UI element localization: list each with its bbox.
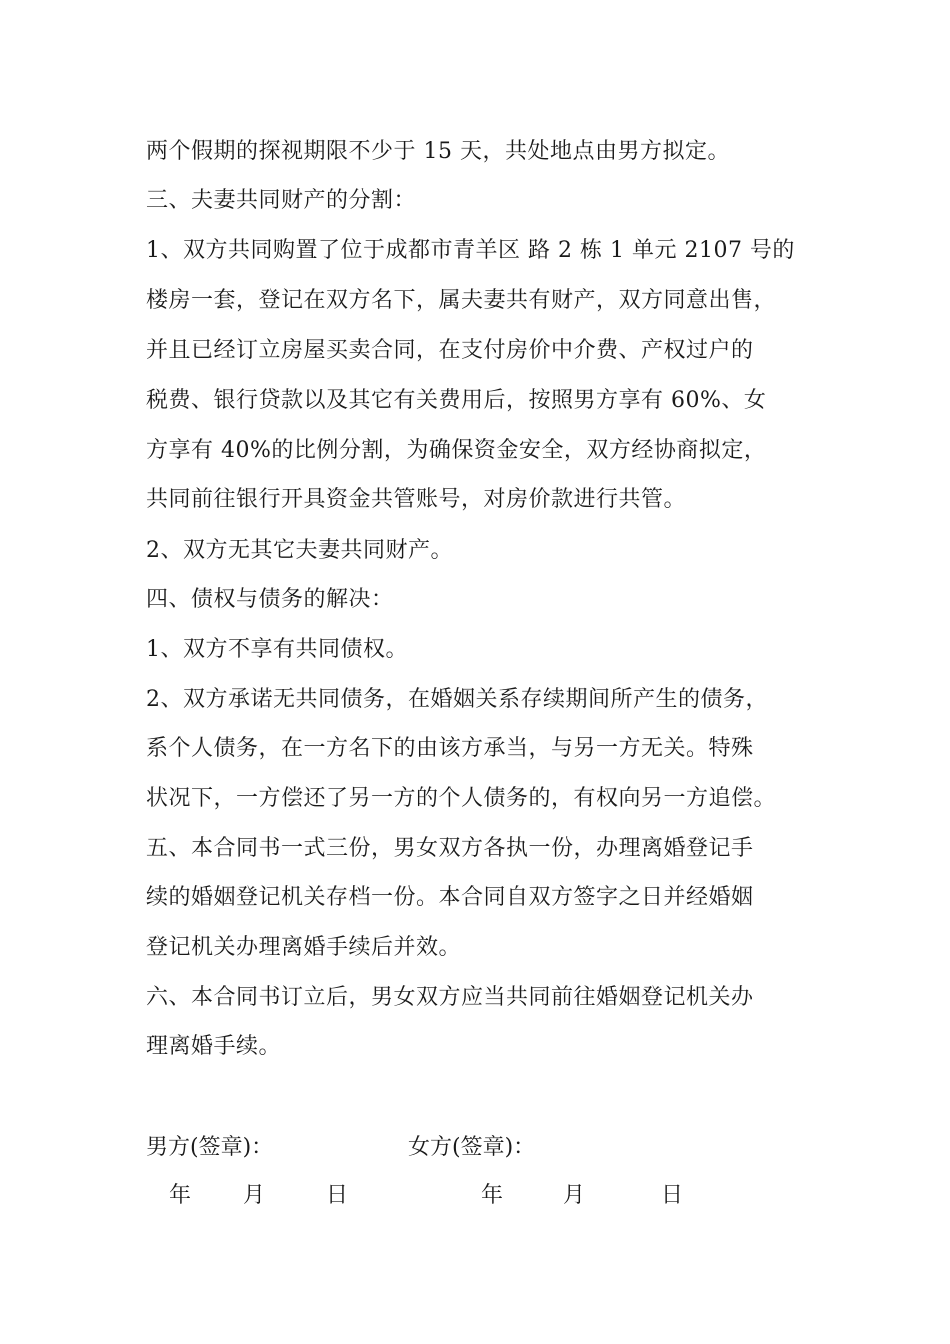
text-line: 1、双方不享有共同债权。: [146, 637, 408, 662]
male-date-day: 日: [326, 1183, 349, 1208]
text-line: 共同前往银行开具资金共管账号，对房价款进行共管。: [146, 487, 687, 512]
text-line: 2、双方无其它夫妻共同财产。: [146, 538, 453, 563]
text-line: 1、双方共同购置了位于成都市青羊区 路 2 栋 1 单元 2107 号的: [146, 238, 795, 263]
text-line: 状况下，一方偿还了另一方的个人债务的，有权向另一方追偿。: [146, 786, 777, 811]
female-date-day: 日: [661, 1183, 684, 1208]
text-line: 理离婚手续。: [146, 1034, 282, 1059]
text-line: 系个人债务，在一方名下的由该方承当，与另一方无关。特殊: [146, 736, 754, 761]
section-heading: 四、债权与债务的解决：: [146, 587, 394, 612]
male-signature-label: 男方(签章)：: [146, 1135, 274, 1160]
female-signature-label: 女方(签章)：: [408, 1135, 536, 1160]
text-line: 并且已经订立房屋买卖合同，在支付房价中介费、产权过户的: [146, 338, 754, 363]
text-line: 楼房一套，登记在双方名下，属夫妻共有财产，双方同意出售，: [146, 288, 777, 313]
text-line: 六、本合同书订立后，男女双方应当共同前往婚姻登记机关办: [146, 985, 754, 1010]
text-line: 方享有 40%的比例分割，为确保资金安全，双方经协商拟定，: [146, 438, 767, 463]
female-date-year: 年: [481, 1183, 504, 1208]
text-line: 五、本合同书一式三份，男女双方各执一份，办理离婚登记手: [146, 836, 754, 861]
text-line: 税费、银行贷款以及其它有关费用后，按照男方享有 60%、女: [146, 388, 767, 413]
male-date-month: 月: [243, 1183, 266, 1208]
text-line: 登记机关办理离婚手续后并效。: [146, 935, 462, 960]
text-line: 两个假期的探视期限不少于 15 天，共处地点由男方拟定。: [146, 139, 730, 164]
text-line: 2、双方承诺无共同债务，在婚姻关系存续期间所产生的债务，: [146, 687, 768, 712]
female-date-month: 月: [563, 1183, 586, 1208]
section-heading: 三、夫妻共同财产的分割：: [146, 188, 417, 213]
text-line: 续的婚姻登记机关存档一份。本合同自双方签字之日并经婚姻: [146, 885, 754, 910]
male-date-year: 年: [169, 1183, 192, 1208]
